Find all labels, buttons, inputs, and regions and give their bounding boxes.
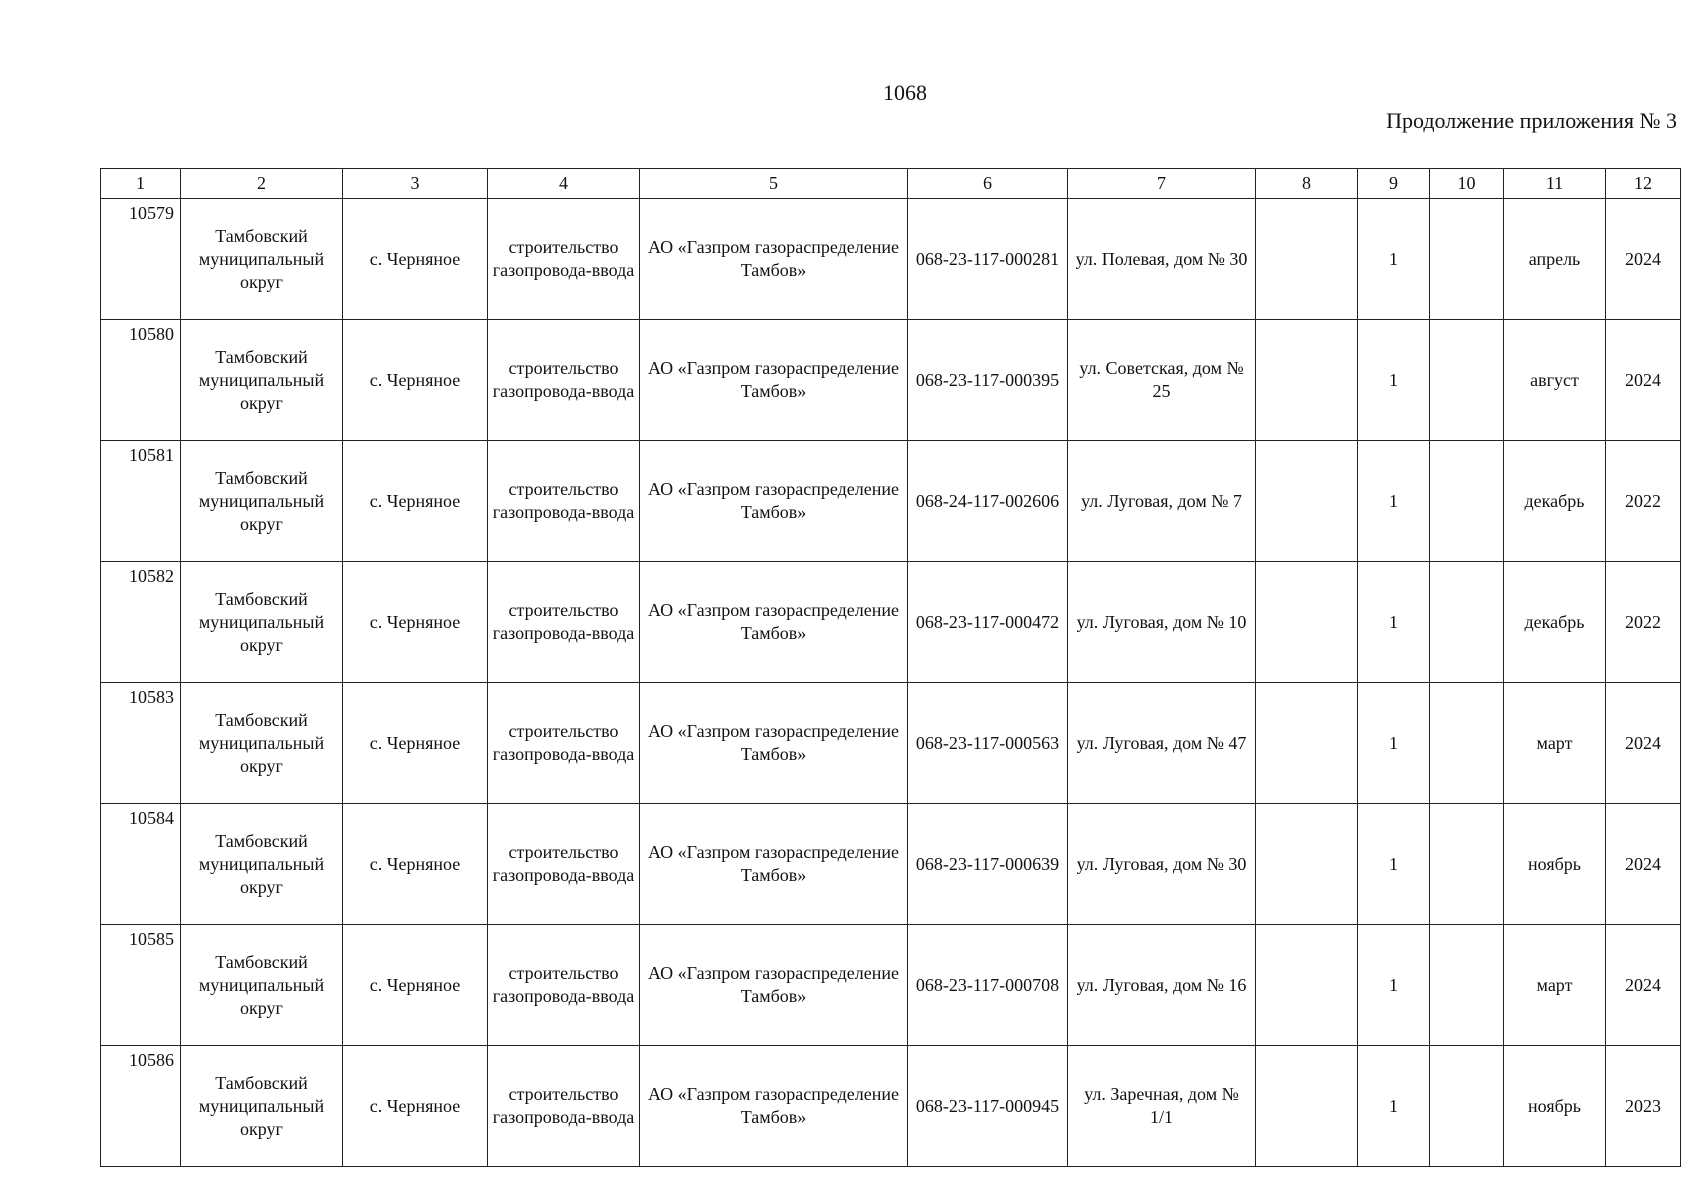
organization-cell: АО «Газпром газораспределение Тамбов»	[640, 562, 908, 683]
column-number: 12	[1606, 169, 1681, 199]
district-cell: Тамбовский муниципальный округ	[181, 1046, 343, 1167]
work-type-cell: строительство газопровода-ввода	[488, 562, 640, 683]
column-number: 6	[908, 169, 1068, 199]
year-cell: 2022	[1606, 562, 1681, 683]
column-10-cell	[1430, 925, 1504, 1046]
month-cell: март	[1504, 683, 1606, 804]
year-cell: 2024	[1606, 925, 1681, 1046]
column-number: 11	[1504, 169, 1606, 199]
settlement-cell: с. Черняное	[343, 562, 488, 683]
table-row	[101, 683, 1681, 804]
appendix-note: Продолжение приложения № 3	[1386, 108, 1677, 133]
column-number: 4	[488, 169, 640, 199]
table-row	[101, 441, 1681, 562]
district-cell: Тамбовский муниципальный округ	[181, 925, 343, 1046]
column-number: 7	[1068, 169, 1256, 199]
row-number-cell: 10582	[101, 562, 181, 683]
column-number: 3	[343, 169, 488, 199]
address-cell: ул. Советская, дом № 25	[1068, 320, 1256, 441]
address-cell: ул. Луговая, дом № 16	[1068, 925, 1256, 1046]
row-number-cell: 10585	[101, 925, 181, 1046]
district-cell: Тамбовский муниципальный округ	[181, 441, 343, 562]
object-code-cell: 068-23-117-000639	[908, 804, 1068, 925]
table-row	[101, 320, 1681, 441]
settlement-cell: с. Черняное	[343, 199, 488, 320]
district-cell: Тамбовский муниципальный округ	[181, 199, 343, 320]
district-cell: Тамбовский муниципальный округ	[181, 683, 343, 804]
year-cell: 2024	[1606, 320, 1681, 441]
column-number-row	[101, 169, 1681, 199]
organization-cell: АО «Газпром газораспределение Тамбов»	[640, 683, 908, 804]
column-8-cell	[1256, 441, 1358, 562]
column-8-cell	[1256, 562, 1358, 683]
page-number: 1068	[883, 80, 927, 105]
object-code-cell: 068-23-117-000945	[908, 1046, 1068, 1167]
column-8-cell	[1256, 925, 1358, 1046]
object-code-cell: 068-23-117-000281	[908, 199, 1068, 320]
column-10-cell	[1430, 1046, 1504, 1167]
address-cell: ул. Луговая, дом № 30	[1068, 804, 1256, 925]
column-8-cell	[1256, 320, 1358, 441]
month-cell: ноябрь	[1504, 1046, 1606, 1167]
settlement-cell: с. Черняное	[343, 1046, 488, 1167]
object-code-cell: 068-24-117-002606	[908, 441, 1068, 562]
row-number-cell: 10580	[101, 320, 181, 441]
work-type-cell: строительство газопровода-ввода	[488, 199, 640, 320]
month-cell: декабрь	[1504, 441, 1606, 562]
row-number-cell: 10583	[101, 683, 181, 804]
column-8-cell	[1256, 1046, 1358, 1167]
column-10-cell	[1430, 804, 1504, 925]
organization-cell: АО «Газпром газораспределение Тамбов»	[640, 199, 908, 320]
table-row	[101, 199, 1681, 320]
column-number: 9	[1358, 169, 1430, 199]
work-type-cell: строительство газопровода-ввода	[488, 441, 640, 562]
year-cell: 2024	[1606, 683, 1681, 804]
column-number: 10	[1430, 169, 1504, 199]
table-body	[101, 199, 1681, 1167]
work-type-cell: строительство газопровода-ввода	[488, 1046, 640, 1167]
work-type-cell: строительство газопровода-ввода	[488, 683, 640, 804]
quantity-cell: 1	[1358, 804, 1430, 925]
column-number: 8	[1256, 169, 1358, 199]
organization-cell: АО «Газпром газораспределение Тамбов»	[640, 441, 908, 562]
settlement-cell: с. Черняное	[343, 804, 488, 925]
address-cell: ул. Заречная, дом № 1/1	[1068, 1046, 1256, 1167]
quantity-cell: 1	[1358, 199, 1430, 320]
district-cell: Тамбовский муниципальный округ	[181, 320, 343, 441]
month-cell: март	[1504, 925, 1606, 1046]
work-type-cell: строительство газопровода-ввода	[488, 804, 640, 925]
year-cell: 2024	[1606, 199, 1681, 320]
table-row	[101, 925, 1681, 1046]
organization-cell: АО «Газпром газораспределение Тамбов»	[640, 320, 908, 441]
settlement-cell: с. Черняное	[343, 441, 488, 562]
quantity-cell: 1	[1358, 925, 1430, 1046]
quantity-cell: 1	[1358, 441, 1430, 562]
object-code-cell: 068-23-117-000472	[908, 562, 1068, 683]
district-cell: Тамбовский муниципальный округ	[181, 804, 343, 925]
column-number: 5	[640, 169, 908, 199]
settlement-cell: с. Черняное	[343, 925, 488, 1046]
row-number-cell: 10584	[101, 804, 181, 925]
row-number-cell: 10586	[101, 1046, 181, 1167]
settlement-cell: с. Черняное	[343, 683, 488, 804]
address-cell: ул. Луговая, дом № 7	[1068, 441, 1256, 562]
year-cell: 2024	[1606, 804, 1681, 925]
row-number-cell: 10579	[101, 199, 181, 320]
column-8-cell	[1256, 683, 1358, 804]
object-code-cell: 068-23-117-000708	[908, 925, 1068, 1046]
address-cell: ул. Луговая, дом № 10	[1068, 562, 1256, 683]
table-row	[101, 1046, 1681, 1167]
quantity-cell: 1	[1358, 683, 1430, 804]
month-cell: август	[1504, 320, 1606, 441]
row-number-cell: 10581	[101, 441, 181, 562]
table-row	[101, 804, 1681, 925]
quantity-cell: 1	[1358, 562, 1430, 683]
column-8-cell	[1256, 199, 1358, 320]
address-cell: ул. Луговая, дом № 47	[1068, 683, 1256, 804]
year-cell: 2023	[1606, 1046, 1681, 1167]
year-cell: 2022	[1606, 441, 1681, 562]
organization-cell: АО «Газпром газораспределение Тамбов»	[640, 925, 908, 1046]
column-number: 2	[181, 169, 343, 199]
address-cell: ул. Полевая, дом № 30	[1068, 199, 1256, 320]
district-cell: Тамбовский муниципальный округ	[181, 562, 343, 683]
column-10-cell	[1430, 199, 1504, 320]
work-type-cell: строительство газопровода-ввода	[488, 320, 640, 441]
month-cell: апрель	[1504, 199, 1606, 320]
quantity-cell: 1	[1358, 320, 1430, 441]
registry-table	[100, 168, 1681, 1167]
object-code-cell: 068-23-117-000563	[908, 683, 1068, 804]
column-10-cell	[1430, 562, 1504, 683]
column-10-cell	[1430, 683, 1504, 804]
organization-cell: АО «Газпром газораспределение Тамбов»	[640, 1046, 908, 1167]
column-10-cell	[1430, 441, 1504, 562]
month-cell: ноябрь	[1504, 804, 1606, 925]
settlement-cell: с. Черняное	[343, 320, 488, 441]
month-cell: декабрь	[1504, 562, 1606, 683]
column-10-cell	[1430, 320, 1504, 441]
table-row	[101, 562, 1681, 683]
organization-cell: АО «Газпром газораспределение Тамбов»	[640, 804, 908, 925]
object-code-cell: 068-23-117-000395	[908, 320, 1068, 441]
column-number: 1	[101, 169, 181, 199]
column-8-cell	[1256, 804, 1358, 925]
work-type-cell: строительство газопровода-ввода	[488, 925, 640, 1046]
quantity-cell: 1	[1358, 1046, 1430, 1167]
